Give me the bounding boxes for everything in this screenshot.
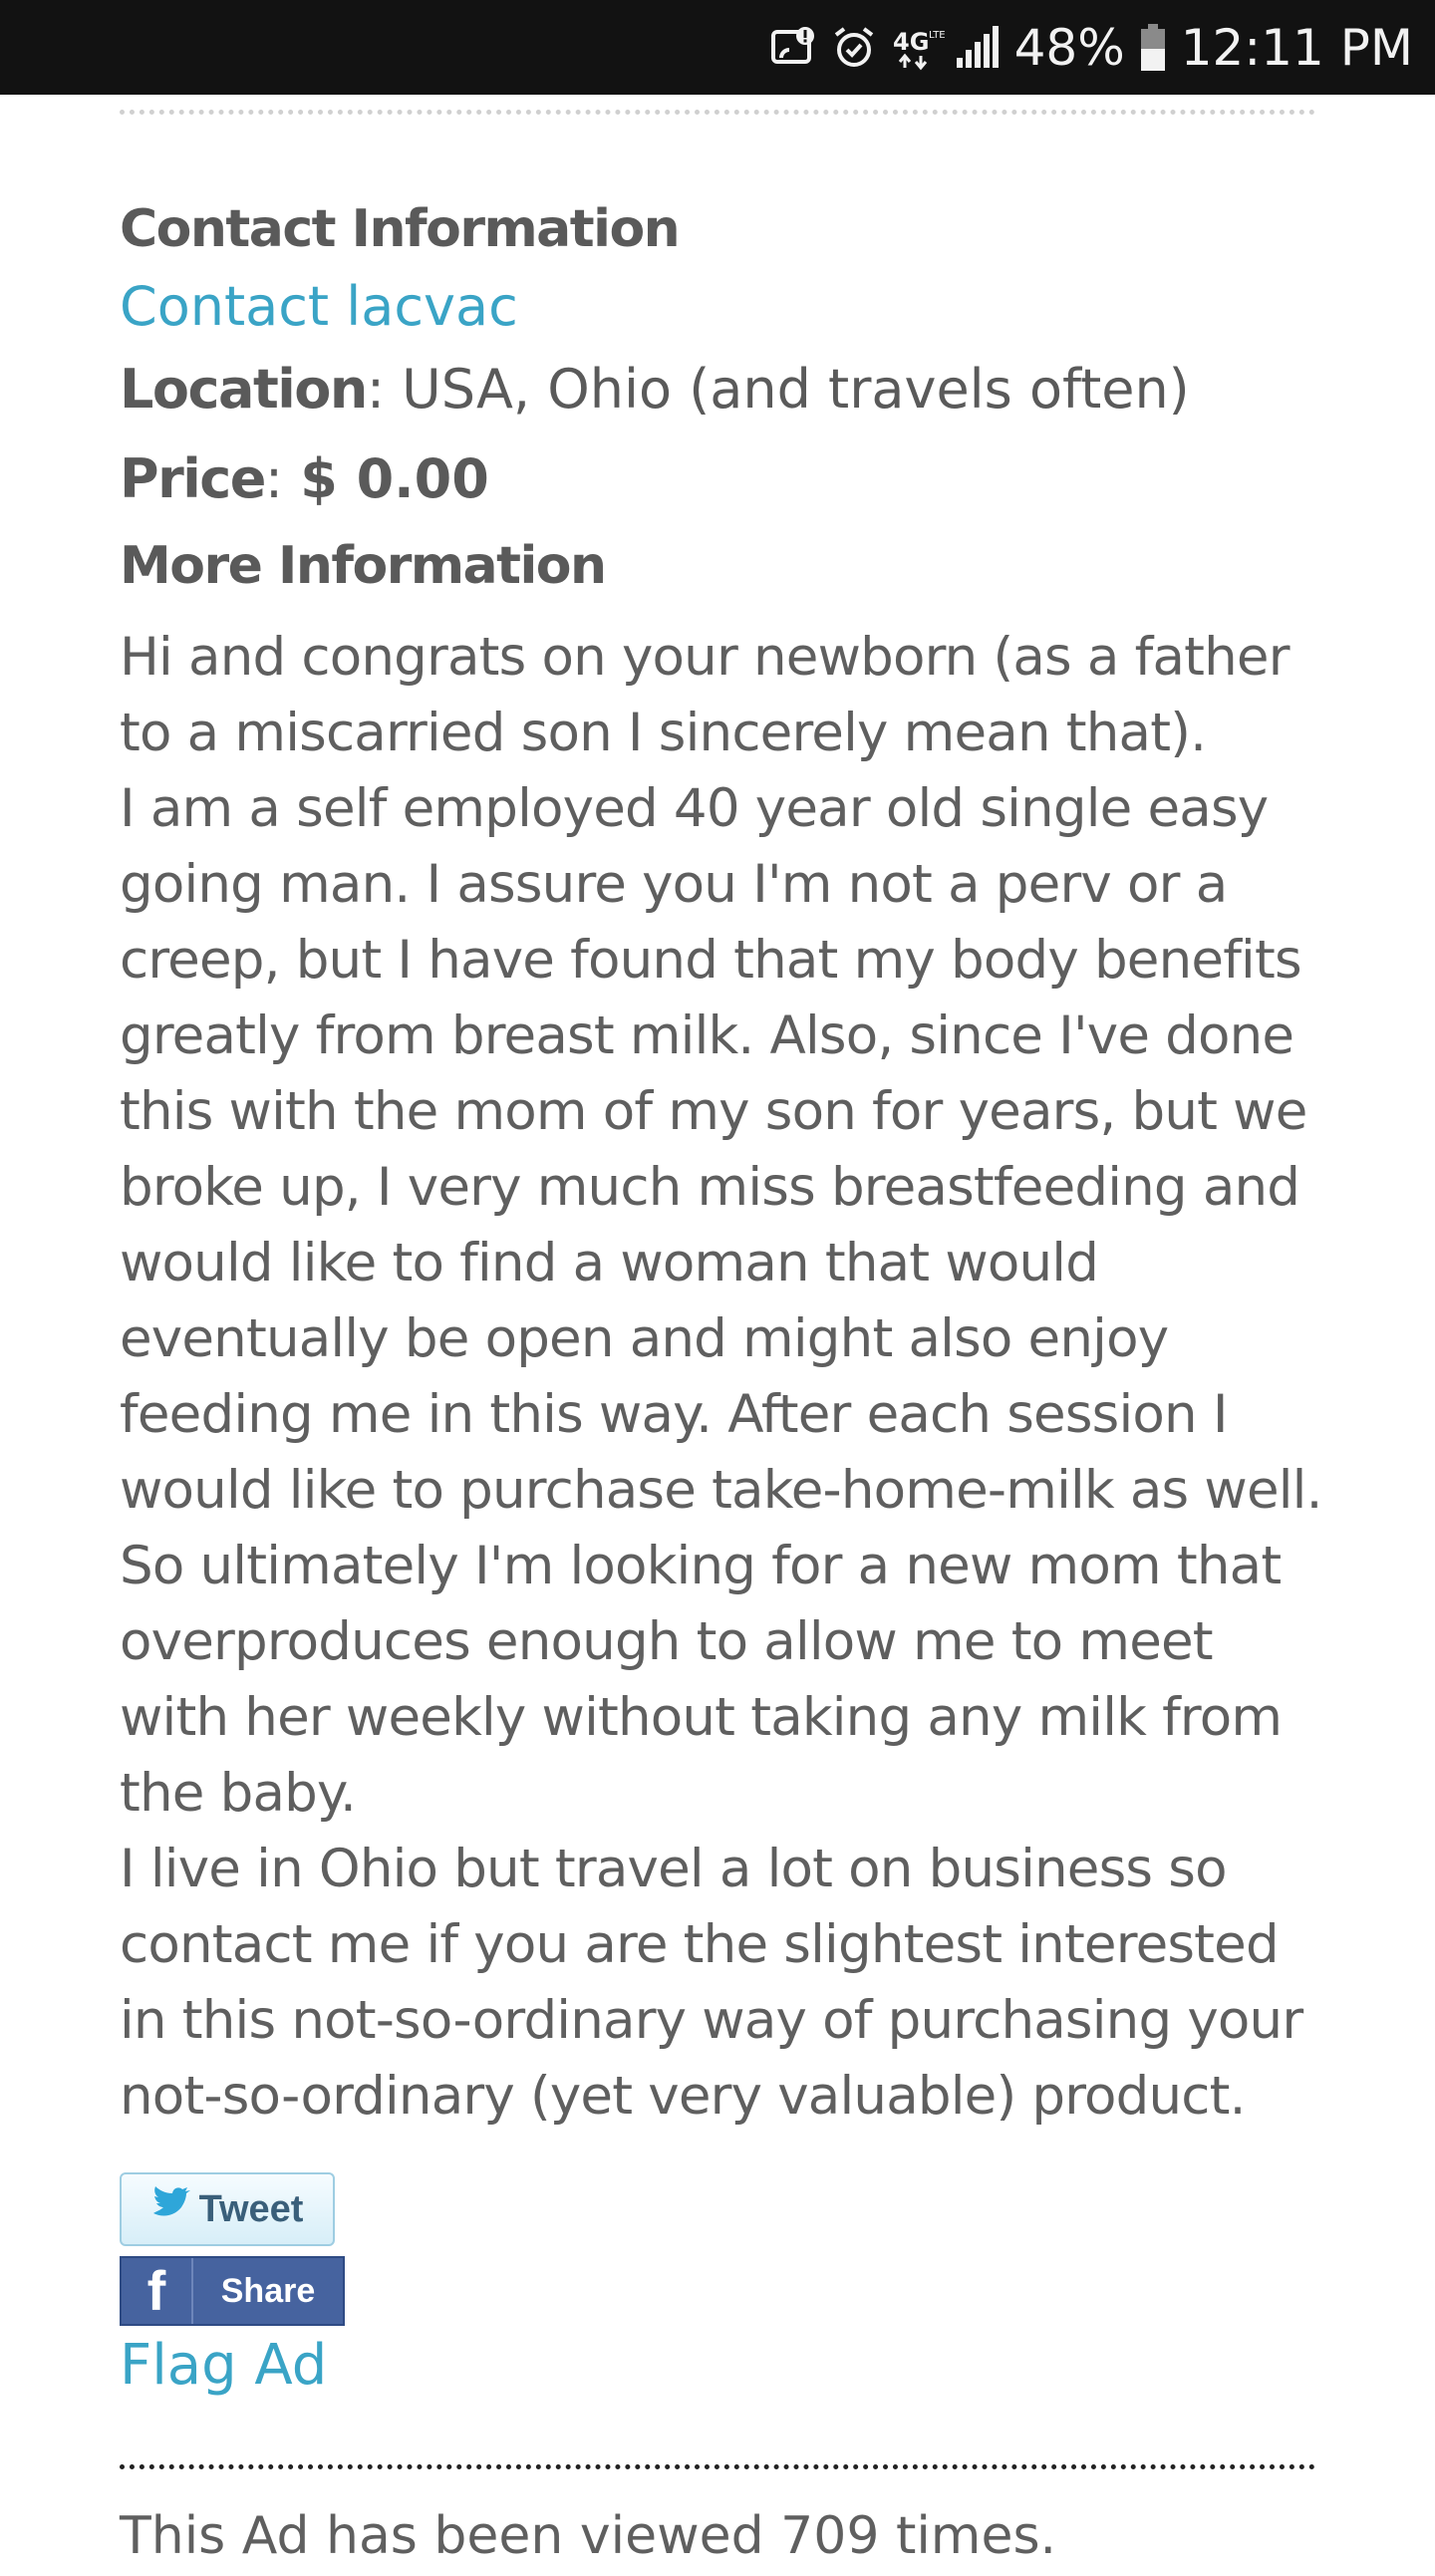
location-value: : USA, Ohio (and travels often) bbox=[366, 358, 1190, 421]
ad-content bbox=[120, 189, 1325, 2406]
location-field bbox=[120, 345, 1325, 434]
facebook-icon: f bbox=[122, 2258, 193, 2324]
more-information-heading: More Information bbox=[120, 536, 606, 596]
description-paragraph: Hi and congrats on your newborn (as a father to a miscarried son I sincerely mean that). bbox=[120, 627, 1290, 763]
battery-icon bbox=[1139, 24, 1167, 72]
status-bar bbox=[0, 0, 1435, 95]
bottom-divider bbox=[120, 2464, 1315, 2469]
description-paragraph: I am a self employed 40 year old single easy going man. I assure you I'm not a perv or a creep, but I have found that my body benefits greatly from breast milk. Also, since I've done this with the mom of my son for years, but we broke up, I very much miss breastfeeding and would like to find a woman that would eventually be open and might also enjoy feeding me in this way. After each session I would like to purchase take-home-milk as well. So ultimately I'm looking for a new mom that overproduces enough to allow me to meet with her weekly without taking any milk from the baby. bbox=[120, 778, 1322, 1824]
price-label: Price bbox=[120, 447, 265, 510]
flag-ad-link[interactable]: Flag Ad bbox=[120, 2333, 328, 2398]
price-field bbox=[120, 434, 1325, 524]
location-label: Location bbox=[120, 358, 367, 421]
network-4g-icon bbox=[891, 24, 946, 72]
svg-text:LTE: LTE bbox=[928, 29, 946, 41]
alarm-icon bbox=[831, 25, 877, 71]
signal-icon bbox=[955, 26, 1001, 70]
ad-description bbox=[120, 620, 1325, 2135]
cast-icon bbox=[769, 24, 817, 72]
ad-detail-page bbox=[0, 95, 1435, 2566]
price-separator: : bbox=[264, 447, 301, 510]
tweet-label: Tweet bbox=[198, 2187, 304, 2230]
contact-information-heading: Contact Information bbox=[120, 199, 680, 259]
price-value: $ 0.00 bbox=[300, 447, 489, 510]
facebook-share-button[interactable] bbox=[120, 2256, 345, 2326]
view-count-text: This Ad has been viewed 709 times. bbox=[120, 2506, 1057, 2566]
status-icons bbox=[769, 0, 1413, 95]
svg-text:4G: 4G bbox=[892, 27, 929, 56]
share-label: Share bbox=[220, 2271, 316, 2310]
description-paragraph: I live in Ohio but travel a lot on business so contact me if you are the slightest interested in this not-so-ordinary way of purchasing your not-so-ordinary (yet very valuable) product. bbox=[120, 1839, 1303, 2127]
battery-percent: 48% bbox=[1013, 18, 1125, 77]
contact-seller-link[interactable]: Contact lacvac bbox=[120, 275, 518, 338]
tweet-button[interactable] bbox=[120, 2172, 335, 2246]
twitter-bird-icon bbox=[151, 2187, 191, 2231]
clock: 12:11 PM bbox=[1180, 18, 1413, 77]
top-divider bbox=[120, 110, 1315, 115]
